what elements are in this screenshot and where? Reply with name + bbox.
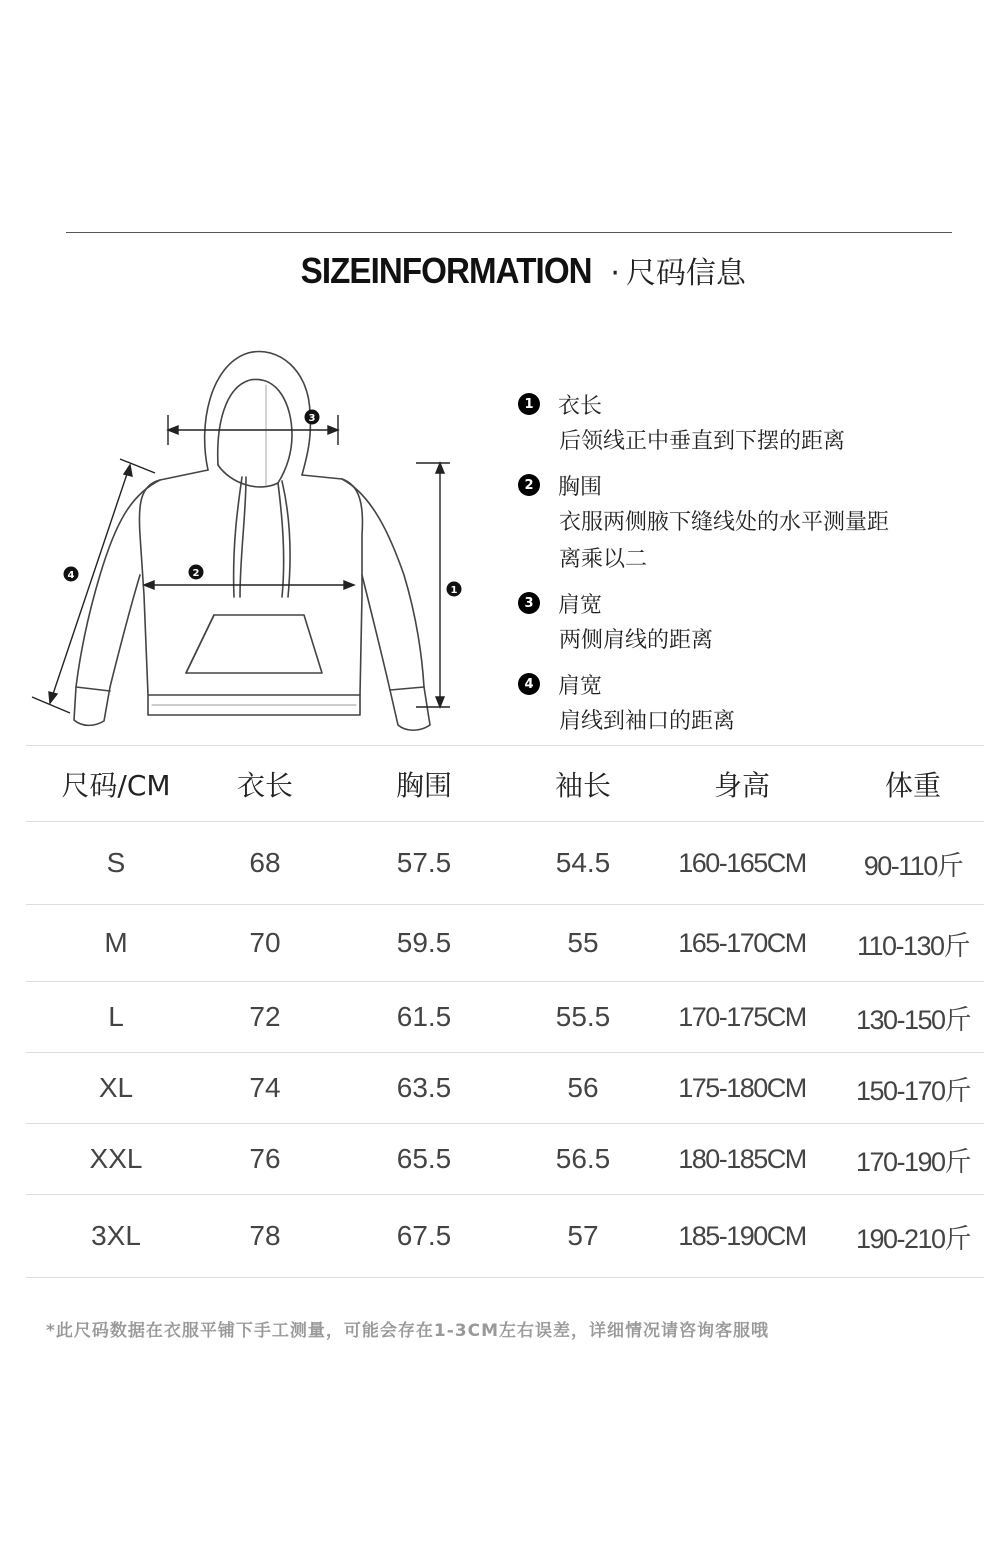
legend-title: 胸围	[558, 474, 603, 500]
legend-number: 2	[518, 474, 540, 496]
cell-size: M	[104, 927, 128, 958]
hoodie-diagram	[20, 335, 490, 735]
cell-weight: 90-110斤	[863, 850, 963, 881]
legend-description: 后领线正中垂直到下摆的距离	[559, 429, 846, 454]
legend-item-length	[518, 385, 978, 460]
legend-number: 3	[518, 592, 540, 614]
hood-outline	[205, 352, 311, 475]
table-row	[26, 821, 984, 904]
marker-3-label: 3	[308, 413, 316, 424]
cell-chest: 61.5	[396, 1001, 452, 1032]
header-chest: 胸围	[395, 768, 452, 802]
cell-height: 165-170CM	[678, 927, 806, 958]
marker-1-label: 1	[450, 585, 458, 596]
header-weight: 体重	[884, 768, 941, 802]
cell-sleeve: 56	[567, 1072, 599, 1103]
cell-sleeve: 55	[567, 927, 599, 958]
legend-title: 衣长	[558, 393, 603, 419]
cell-chest: 67.5	[396, 1220, 452, 1251]
legend-description: 衣服两侧腋下缝线处的水平测量距离乘以二	[559, 510, 890, 572]
cell-length: 74	[249, 1072, 281, 1103]
title-chinese: 尺码信息	[625, 256, 746, 291]
title-separator: ·	[610, 256, 620, 291]
top-divider	[66, 232, 952, 233]
cell-length: 70	[249, 927, 281, 958]
kangaroo-pocket	[186, 615, 322, 673]
measurement-note: *此尺码数据在衣服平铺下手工测量，可能会存在1-3CM左右误差，详细情况请咨询客服哦	[46, 1321, 769, 1341]
legend-number: 1	[518, 393, 540, 415]
cell-weight: 110-130斤	[856, 930, 970, 961]
cell-weight: 150-170斤	[855, 1075, 971, 1106]
cell-length: 76	[249, 1143, 281, 1174]
title-english: SIZEINFORMATION	[300, 250, 592, 291]
cell-chest: 65.5	[396, 1143, 452, 1174]
body-outline	[139, 470, 362, 715]
cell-height: 170-175CM	[678, 1001, 806, 1032]
cell-length: 78	[249, 1220, 281, 1251]
marker-2-label: 2	[192, 568, 200, 579]
cell-height: 185-190CM	[678, 1220, 806, 1251]
page-title	[0, 248, 1000, 292]
legend-number: 4	[518, 673, 540, 695]
cell-sleeve: 55.5	[555, 1001, 611, 1032]
marker-4-label: 4	[67, 570, 75, 581]
table-row	[26, 1052, 984, 1123]
cell-chest: 57.5	[396, 847, 452, 878]
legend-description: 肩线到袖口的距离	[559, 709, 736, 734]
cell-chest: 59.5	[396, 927, 452, 958]
legend-item-sleeve	[518, 665, 978, 740]
cell-chest: 63.5	[396, 1072, 452, 1103]
table-row	[26, 1194, 984, 1278]
cell-sleeve: 57	[567, 1220, 599, 1251]
legend-title: 肩宽	[558, 673, 603, 699]
cell-size: L	[108, 1001, 124, 1032]
size-table	[26, 745, 984, 1278]
cell-size: XL	[98, 1072, 134, 1103]
cell-size: XXL	[89, 1143, 143, 1174]
header-length: 衣长	[236, 768, 293, 802]
right-sleeve	[342, 479, 430, 730]
legend-item-shoulder	[518, 584, 978, 659]
cell-height: 160-165CM	[678, 847, 806, 878]
table-row	[26, 904, 984, 981]
table-row	[26, 1123, 984, 1194]
cell-sleeve: 56.5	[555, 1143, 611, 1174]
cell-weight: 170-190斤	[855, 1146, 971, 1177]
cell-length: 68	[249, 847, 281, 878]
legend-item-chest	[518, 466, 978, 578]
cell-height: 175-180CM	[678, 1072, 806, 1103]
header-size: 尺码/CM	[61, 768, 171, 802]
cell-size: S	[106, 847, 126, 878]
measurement-legend	[518, 385, 978, 746]
header-sleeve: 袖长	[554, 768, 611, 802]
table-row	[26, 981, 984, 1052]
header-height: 身高	[713, 768, 770, 802]
cell-size: 3XL	[91, 1220, 141, 1251]
table-header-row	[26, 745, 984, 821]
cell-weight: 190-210斤	[855, 1223, 971, 1254]
legend-description: 两侧肩线的距离	[559, 628, 714, 653]
legend-title: 肩宽	[558, 592, 603, 618]
cell-weight: 130-150斤	[855, 1004, 971, 1035]
cell-sleeve: 54.5	[555, 847, 611, 878]
hood-inner	[218, 379, 292, 483]
cell-length: 72	[249, 1001, 281, 1032]
cell-height: 180-185CM	[678, 1143, 806, 1174]
